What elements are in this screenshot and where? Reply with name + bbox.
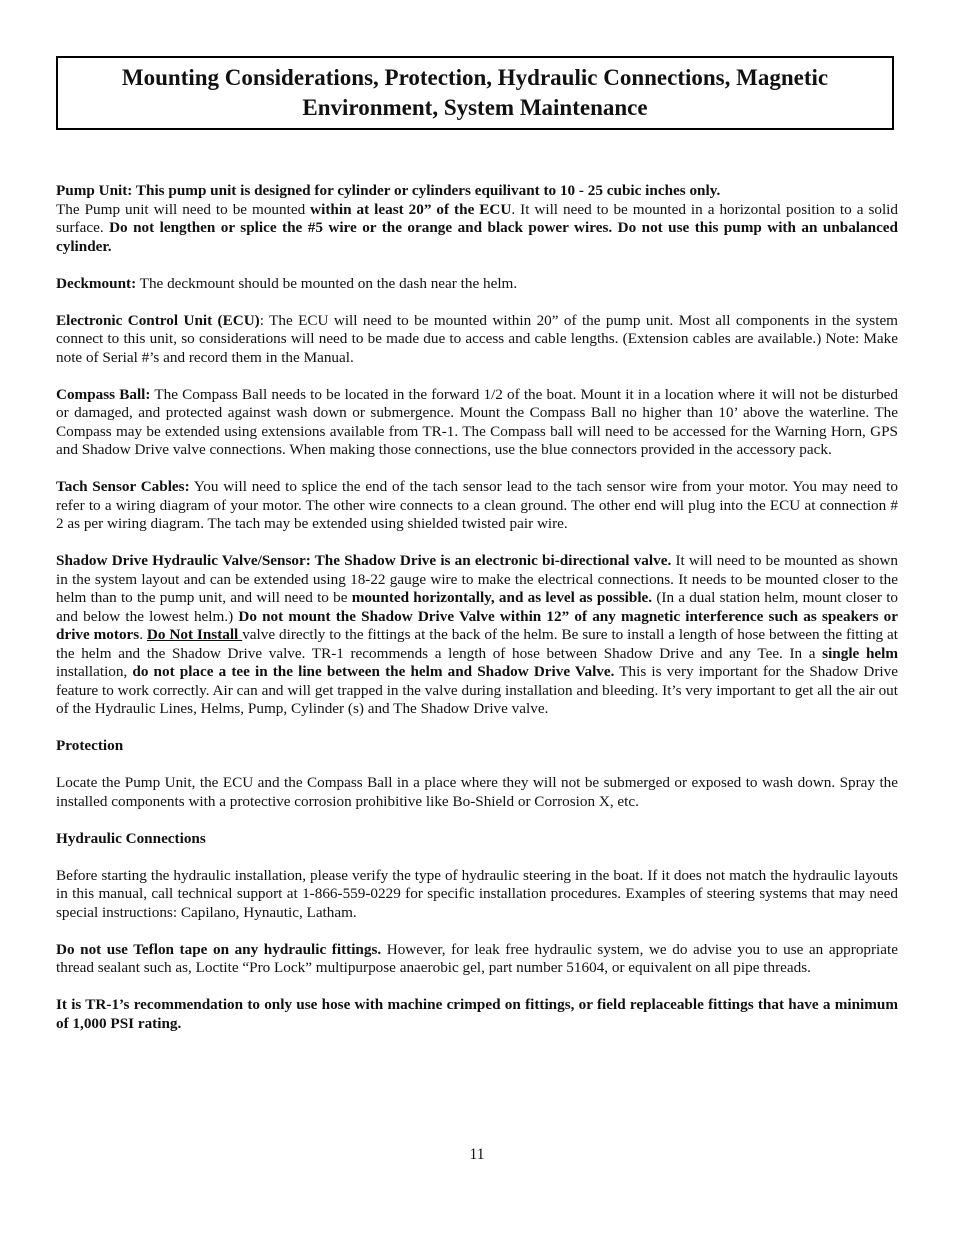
- teflon-label: Do not use Teflon tape on any hydraulic fittings.: [56, 940, 382, 958]
- shadow-text-1: It will need to be mounted as shown in the system layout and can be extended using 18-22 gauge wire to make the electrical connections. It needs to be mounted closer to the helm than to the pump unit, and will need to be: [56, 552, 898, 606]
- hose-recommendation-paragraph: [56, 996, 898, 1033]
- shadow-text-3: .: [139, 626, 147, 643]
- ecu-label: Electronic Control Unit (ECU): [56, 311, 260, 329]
- tach-sensor-paragraph: [56, 478, 898, 534]
- pump-text-1: The Pump unit will need to be mounted: [56, 200, 311, 218]
- title-line-2: Environment, System Maintenance: [302, 95, 648, 120]
- shadow-text-5: installation,: [56, 663, 133, 680]
- protection-heading: Protection: [56, 737, 124, 754]
- pump-unit-paragraph: [56, 182, 898, 256]
- teflon-text: However, for leak free hydraulic system, we do advise you to use an appropriate thread sealant such as, Loctite “Pro Lock” multipurpose anaerobic gel, part number 51604, or equivalent on all pipe threads.: [56, 940, 898, 976]
- hose-recommendation-text: It is TR-1’s recommendation to only use hose with machine crimped on fittings, or field replaceable fittings that have a minimum of 1,000 PSI rating.: [56, 996, 898, 1032]
- hydraulic-connections-heading: Hydraulic Connections: [56, 829, 206, 847]
- compass-text: The Compass Ball needs to be located in the forward 1/2 of the boat. Mount it in a location where it will not be disturbed or damaged, and protected against wash down or submergence. Mount the Compass Ball no higher than 10’ above the waterline. The Compass may be extended using extensions available from TR-1. The Compass ball will need to be accessed for the Warning Horn, GPS and Shadow Drive valve connections. When making those connections, use the blue connectors provided in the accessory pack.: [56, 385, 899, 458]
- pump-text-2: . It will need to be mounted in a horizontal position to a solid surface.: [56, 200, 898, 236]
- shadow-bold-4: single helm: [822, 644, 898, 662]
- page-title: [122, 63, 828, 123]
- page-number: 11: [469, 1146, 485, 1163]
- pump-unit-heading: Pump Unit: This pump unit is designed for cylinder or cylinders equilivant to 10 - 25 cubic inches only.: [56, 182, 721, 199]
- tach-text: You will need to splice the end of the tach sensor lead to the tach sensor wire from your motor. You may need to refer to a wiring diagram of your motor. The other wire connects to a clean ground. The other end will plug into the ECU at connection # 2 as per wiring diagram. The tach may be extended using shielded twisted pair wire.: [56, 478, 898, 532]
- pump-bold-2: Do not lengthen or splice the #5 wire or the orange and black power wires. Do not use this pump with an unbalanced cylinder.: [56, 219, 898, 255]
- ecu-paragraph: [56, 312, 898, 368]
- protection-paragraph: Locate the Pump Unit, the ECU and the Compass Ball in a place where they will not be submerged or exposed to wash down. Spray the installed components with a protective corrosion prohibitive like Bo-Shield or Corrosion X, etc.: [56, 774, 898, 810]
- section-title-box: [56, 56, 894, 130]
- shadow-bold-2: mounted horizontally, and as level as possible.: [351, 589, 653, 606]
- deckmount-text: The deckmount should be mounted on the dash near the helm.: [136, 274, 518, 292]
- shadow-bold-5: do not place a tee in the line between the helm and Shadow Drive Valve.: [132, 663, 615, 680]
- ecu-text: : The ECU will need to be mounted within 20” of the pump unit. Most all components in the system connect to this unit, so considerations will need to be made due to access and cable lengths. (Extension cables are available.) Note: Make note of Serial #’s and record them in the Manual.: [56, 311, 898, 366]
- shadow-bold-1: Shadow Drive Hydraulic Valve/Sensor: The Shadow Drive is an electronic bi-directional valve.: [56, 552, 672, 569]
- title-line-1: Mounting Considerations, Protection, Hydraulic Connections, Magnetic: [121, 65, 829, 90]
- tach-label: Tach Sensor Cables:: [56, 478, 190, 495]
- document-body: [56, 182, 898, 1052]
- shadow-text-4: valve directly to the fittings at the back of the helm. Be sure to install a length of hose between the fitting at the helm and the Shadow Drive valve. TR-1 recommends a length of hose between Shadow Drive and any Tee. In a: [56, 626, 898, 662]
- shadow-bold-3: Do not mount the Shadow Drive Valve within 12” of any magnetic interference such as speakers or drive motors: [56, 607, 898, 643]
- shadow-underline-1: Do Not Install: [146, 626, 243, 643]
- teflon-paragraph: [56, 941, 898, 978]
- pump-bold-1: within at least 20” of the ECU: [310, 200, 512, 218]
- shadow-text-6: This is very important for the Shadow Drive feature to work correctly. Air can and will get trapped in the valve during installation and bleeding. It’s very important to get all the air out of the Hydraulic Lines, Helms, Pump, Cylinder (s) and The Shadow Drive valve.: [56, 663, 898, 717]
- shadow-text-2: (In a dual station helm, mount closer to and below the lowest helm.): [56, 589, 899, 625]
- deckmount-label: Deckmount:: [56, 274, 137, 292]
- hydraulic-connections-paragraph: Before starting the hydraulic installation, please verify the type of hydraulic steering in the boat. If it does not match the hydraulic layouts in this manual, call technical support at 1-866-559-0229 for specific installation procedures. Examples of steering systems that may need special instructions: Capilano, Hynautic, Latham.: [56, 866, 898, 921]
- shadow-drive-paragraph: [56, 552, 898, 719]
- deckmount-paragraph: [56, 275, 898, 294]
- compass-label: Compass Ball:: [56, 385, 151, 403]
- compass-ball-paragraph: [56, 386, 898, 460]
